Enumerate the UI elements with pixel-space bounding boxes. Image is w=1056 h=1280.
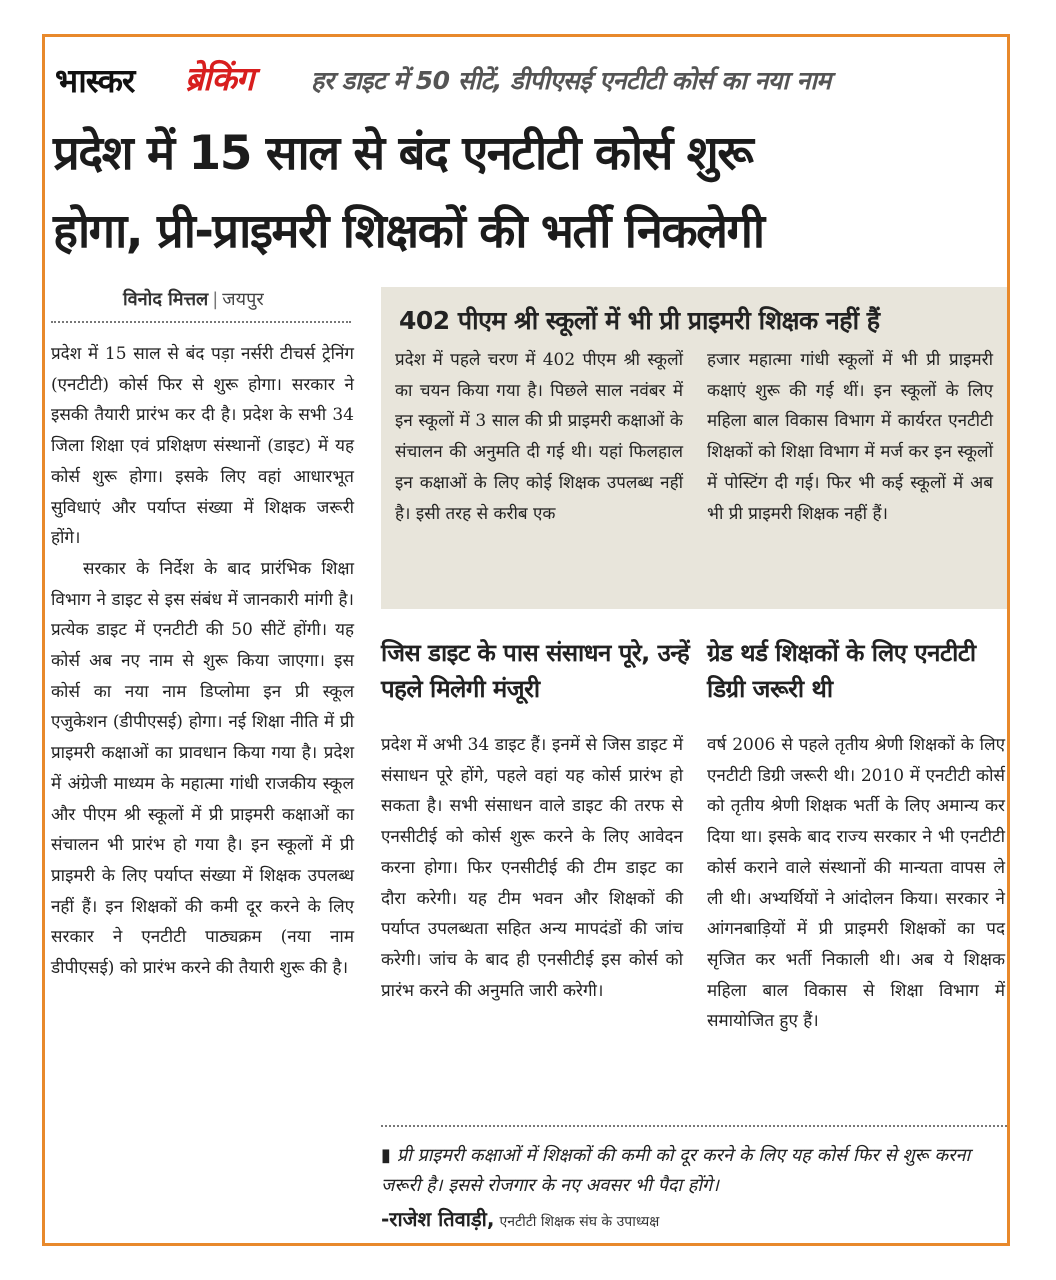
quote-mark-icon: ▮ <box>381 1145 391 1166</box>
box-column-2: हजार महात्मा गांधी स्कूलों में भी प्री प्राइमरी कक्षाएं शुरू की गई थीं। इन स्कूलों के लिए महिला बाल विकास विभाग में कार्यरत एनटीटी शिक्षकों को शिक्षा विभाग में मर्ज कर इन स्कूलों में पोस्टिंग दी गई। फिर भी कई स्कूलों में अब भी प्री प्राइमरी शिक्षक नहीं हैं। <box>707 350 993 524</box>
byline-divider <box>51 321 351 323</box>
attribution-role: एनटीटी शिक्षक संघ के उपाध्यक्ष <box>499 1214 660 1230</box>
kicker-headline: हर डाइट में 50 सीटें, डीपीएसई एनटीटी कोर्स का नया नाम <box>311 66 831 95</box>
headline-line-2: होगा, प्री-प्राइमरी शिक्षकों की भर्ती निकलेगी <box>53 204 764 259</box>
box-title: 402 पीएम श्री स्कूलों में भी प्री प्राइमरी शिक्षक नहीं हैं <box>399 306 880 335</box>
right-column: वर्ष 2006 से पहले तृतीय श्रेणी शिक्षकों के लिए एनटीटी डिग्री जरूरी थी। 2010 में एनटीटी कोर्स को तृतीय श्रेणी शिक्षक भर्ती के लिए अमान्य कर दिया था। इसके बाद राज्य सरकार ने भी एनटीटी कोर्स कराने वाले संस्थानों की मान्यता वापस ले ली थी। अभ्यर्थियों ने आंदोलन किया। सरकार ने आंगनबाड़ियों में प्री प्राइमरी शिक्षकों का पद सृजित कर भर्ती निकाली थी। अब ये शिक्षक महिला बाल विकास से शिक्षा विभाग में समायोजित हुए हैं। <box>707 735 1005 1032</box>
quote-attribution <box>381 1205 659 1232</box>
box-column-1: प्रदेश में पहले चरण में 402 पीएम श्री स्कूलों का चयन किया गया है। पिछले साल नवंबर में इन स्कूलों में 3 साल की प्री प्राइमरी कक्षाओं के संचालन की अनुमति दी गई थी। यहां फिलहाल इन कक्षाओं के लिए कोई शिक्षक उपलब्ध नहीं है। इसी तरह से करीब एक <box>395 350 683 524</box>
article-frame <box>42 34 1010 1246</box>
right-subheading: ग्रेड थर्ड शिक्षकों के लिए एनटीटी डिग्री जरूरी थी <box>707 639 976 703</box>
left-column <box>51 339 354 984</box>
left-paragraph-1: प्रदेश में 15 साल से बंद पड़ा नर्सरी टीचर्स ट्रेनिंग (एनटीटी) कोर्स फिर से शुरू होगा। सरकार ने इसकी तैयारी प्रारंभ कर दी है। प्रदेश के सभी 34 जिला शिक्षा एवं प्रशिक्षण संस्थानों (डाइट) में यह कोर्स शुरू होगा। इसके लिए वहां आधारभूत सुविधाएं और पर्याप्त संख्या में शिक्षक जरूरी होंगे। <box>51 344 354 549</box>
middle-subheading: जिस डाइट के पास संसाधन पूरे, उन्हें पहले मिलेगी मंजूरी <box>381 639 690 703</box>
left-paragraph-2: सरकार के निर्देश के बाद प्रारंभिक शिक्षा विभाग ने डाइट से इस संबंध में जानकारी मांगी है। प्रत्येक डाइट में एनटीटी की 50 सीटें होंगी। यह कोर्स अब नए नाम से शुरू किया जाएगा। इस कोर्स का नया नाम डिप्लोमा इन प्री स्कूल एजुकेशन (डीपीएसई) होगा। नई शिक्षा नीति में प्री प्राइमरी कक्षाओं का प्रावधान किया गया है। प्रदेश में अंग्रेजी माध्यम के महात्मा गांधी राजकीय स्कूल और पीएम श्री स्कूलों में प्री प्राइमरी कक्षाओं का संचालन भी प्रारंभ हो गया है। इन स्कूलों में प्री प्राइमरी के लिए पर्याप्त संख्या में शिक्षक उपलब्ध नहीं हैं। इन शिक्षकों की कमी दूर करने के लिए सरकार ने एनटीटी पाठ्यक्रम (नया नाम डीपीएसई) को प्रारंभ करने की तैयारी शुरू की है। <box>51 558 354 979</box>
brand-name: भास्कर <box>55 61 135 100</box>
highlight-box <box>381 287 1007 609</box>
quote-divider <box>381 1125 1007 1127</box>
breaking-label: ब्रेकिंग <box>185 59 254 98</box>
pull-quote <box>381 1141 1007 1201</box>
headline-line-1: प्रदेश में 15 साल से बंद एनटीटी कोर्स शुरू <box>53 126 753 181</box>
author-name: विनोद मित्तल <box>123 289 209 310</box>
middle-column: प्रदेश में अभी 34 डाइट हैं। इनमें से जिस डाइट में संसाधन पूरे होंगे, पहले वहां यह कोर्स प्रारंभ हो सकता है। सभी संसाधन वाले डाइट की तरफ से एनसीटीई को कोर्स शुरू करने के लिए आवेदन करना होगा। फिर एनसीटीई की टीम डाइट का दौरा करेगी। यह टीम भवन और शिक्षकों की पर्याप्त उपलब्धता सहित अन्य मापदंडों की जांच करेगी। जांच के बाद ही एनसीटीई इस कोर्स को प्रारंभ करने की अनुमति जारी करेगी। <box>381 735 683 1001</box>
byline <box>123 287 264 311</box>
attribution-name: -राजेश तिवाड़ी, <box>381 1207 495 1231</box>
byline-separator: | <box>212 289 219 310</box>
dateline-city: जयपुर <box>222 289 264 310</box>
quote-text: प्री प्राइमरी कक्षाओं में शिक्षकों की कमी को दूर करने के लिए यह कोर्स फिर से शुरू करना जरूरी है। इससे रोजगार के नए अवसर भी पैदा होंगे। <box>381 1145 971 1196</box>
